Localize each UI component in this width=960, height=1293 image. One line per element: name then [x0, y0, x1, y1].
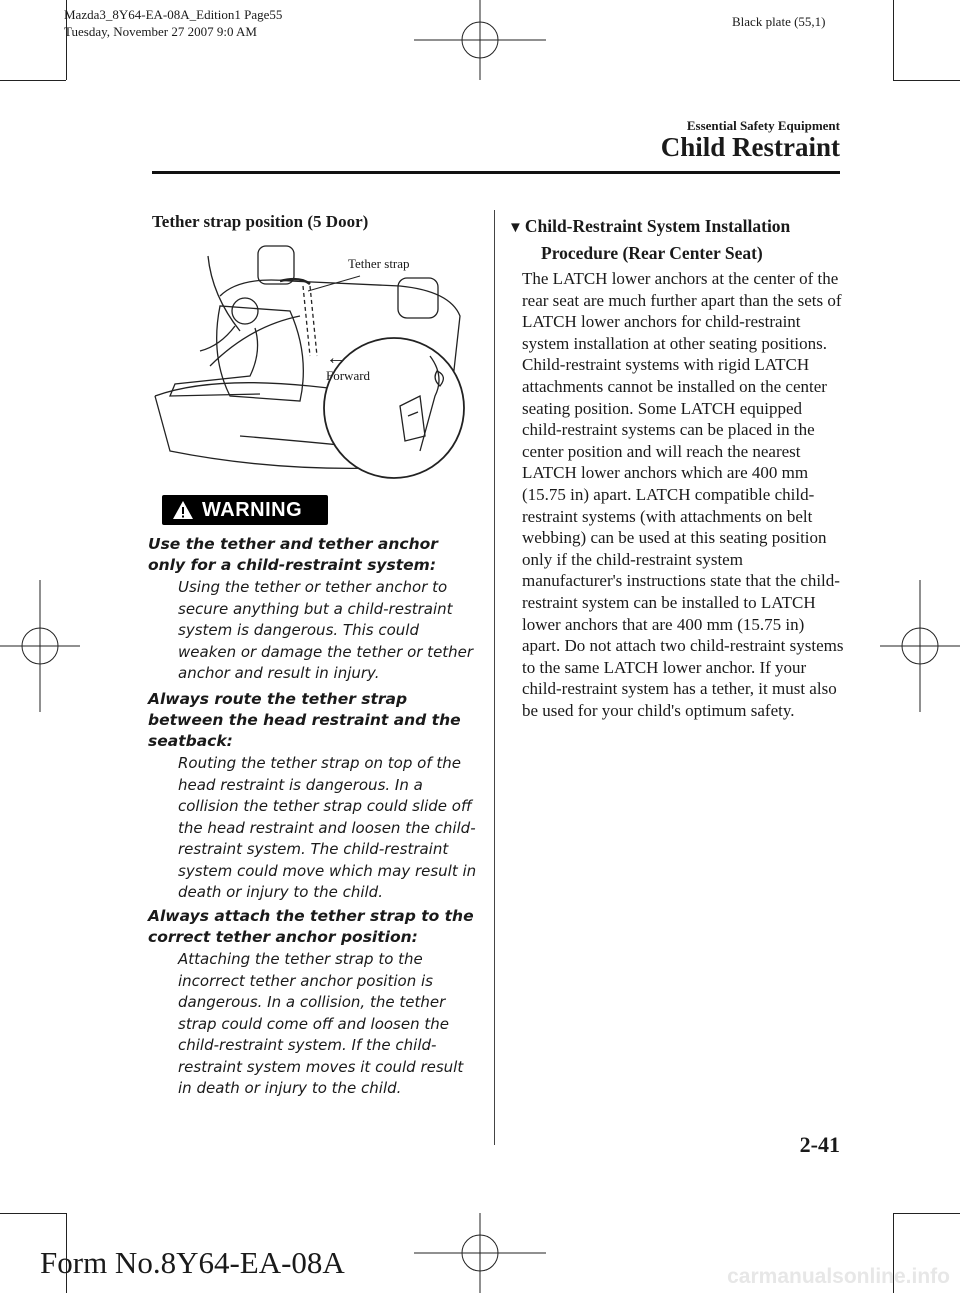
warning-label: WARNING [202, 498, 303, 521]
warning-lead: Always route the tether strap between the head restraint and the seatback: [148, 690, 461, 750]
header-rule [152, 171, 840, 174]
section-heading [508, 214, 843, 266]
watermark: carmanualsonline.info [727, 1265, 950, 1288]
crop-mark [893, 0, 894, 80]
warning-badge [162, 495, 328, 525]
tether-strap-illustration [150, 236, 470, 480]
crop-mark [0, 1213, 66, 1214]
plate-info: Black plate (55,1) [732, 14, 826, 29]
crop-mark [893, 1213, 960, 1214]
heading-line-2: Procedure (Rear Center Seat) [541, 243, 763, 263]
section-label: Essential Safety Equipment [686, 118, 840, 133]
registration-mark-bottom [414, 1213, 546, 1293]
crop-mark [0, 80, 66, 81]
column-divider [494, 210, 495, 1145]
crop-mark [893, 80, 960, 81]
warning-item [148, 534, 478, 685]
figure-heading: Tether strap position (5 Door) [152, 212, 369, 231]
form-number: Form No.8Y64-EA-08A [40, 1245, 345, 1280]
warning-body: Attaching the tether strap to the incorrect tether anchor position is dangerous. In a collision, the tether strap could come off and loosen the child-restraint system. If the child-restraint system moves it could result in death or injury to the child. [178, 950, 464, 1097]
warning-body: Routing the tether strap on top of the head restraint is dangerous. In a collision the tether strap could slide off the head restraint and loosen the child-restraint system. The child-restraint system could move which may result in death or injury to the child. [178, 754, 477, 901]
forward-arrow-icon: ← [326, 347, 346, 369]
warning-lead: Use the tether and tether anchor only for a child-restraint system: [148, 535, 438, 574]
label-forward: Forward [326, 368, 371, 383]
warning-lead: Always attach the tether strap to the correct tether anchor position: [148, 907, 474, 946]
page-number: 2-41 [799, 1132, 840, 1157]
registration-mark-top [414, 0, 546, 80]
label-tether-strap: Tether strap [348, 256, 410, 271]
registration-mark-right [880, 580, 960, 712]
seat-illustration [150, 236, 470, 480]
heading-line-1: Child-Restraint System Installation [524, 216, 791, 236]
warning-triangle-icon [172, 500, 194, 520]
print-meta-date: Tuesday, November 27 2007 9:0 AM [64, 24, 257, 39]
warning-body: Using the tether or tether anchor to secure anything but a child-restraint system is dangerous. This could weaken or damage the tether or tether anchor and result in injury. [178, 578, 474, 682]
page-title: Child Restraint [660, 132, 840, 162]
warning-item [148, 689, 478, 904]
print-meta-file: Mazda3_8Y64-EA-08A_Edition1 Page55 [64, 7, 283, 22]
registration-mark-left [0, 580, 80, 712]
triangle-marker-icon: ▼ [508, 220, 523, 236]
body-paragraph: The LATCH lower anchors at the center of the rear seat are much further apart than the sets of LATCH lower anchors for child-restraint system installation at other seating positions. Child-restraint systems with rigid LATCH attachments cannot be installed on the center seating position. Some LATCH equipped child-restraint systems can be placed in the center position and will reach the nearest LATCH lower anchors which are 400 mm (15.75 in) apart. LATCH compatible child-restraint systems (with attachments on belt webbing) can be used at this seating position only if the child-restraint system manufacturer's instructions state that the child-restraint system can be installed to LATCH lower anchors that are 400 mm (15.75 in) apart. Do not attach two child-restraint systems to the same LATCH lower anchor. If your child-restraint system has a tether, it must also be used for your child's optimum safety. [522, 269, 844, 720]
warning-item [148, 906, 478, 1100]
print-meta [64, 6, 282, 40]
